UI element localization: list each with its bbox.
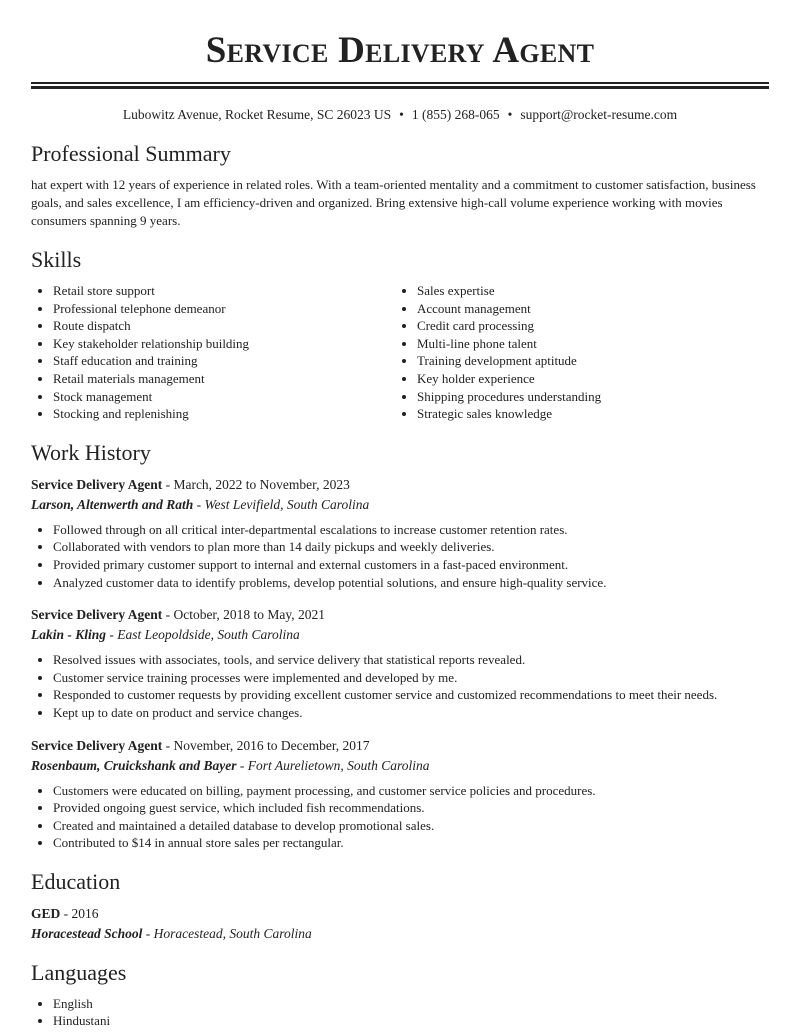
skills-left bbox=[31, 282, 395, 423]
languages-list bbox=[31, 995, 769, 1030]
separator: • bbox=[399, 107, 404, 122]
company: Larson, Altenwerth and Rath bbox=[31, 496, 194, 512]
job-dates: - March, 2022 to November, 2023 bbox=[162, 476, 350, 492]
skill-item: • Multi-line phone talent bbox=[417, 335, 759, 353]
location: - Fort Aurelietown, South Carolina bbox=[236, 757, 430, 773]
languages-heading: Languages bbox=[31, 959, 127, 985]
skills-heading: Skills bbox=[31, 247, 82, 272]
skill-item: • Stocking and replenishing bbox=[53, 405, 395, 423]
work-heading: Work History bbox=[31, 439, 151, 465]
resume-title: Service Delivery Agent bbox=[205, 30, 595, 71]
address: Lubowitz Avenue, Rocket Resume, SC 26023 US bbox=[122, 107, 392, 122]
location: - West Levifield, South Carolina bbox=[193, 496, 370, 512]
edu-year: - 2016 bbox=[60, 905, 99, 921]
job-title: Service Delivery Agent bbox=[31, 737, 163, 753]
language-item: • English bbox=[53, 995, 769, 1013]
job-bullet: • Resolved issues with associates, tools, and service delivery that statistical reports revealed. bbox=[53, 651, 769, 669]
job-bullet: • Created and maintained a detailed database to develop promotional sales. bbox=[53, 817, 769, 835]
skill-item: • Retail store support bbox=[53, 282, 395, 300]
skill-item: • Key holder experience bbox=[417, 370, 759, 388]
job-entry bbox=[31, 736, 769, 852]
school: Horacestead School bbox=[31, 925, 143, 941]
skill-item: • Account management bbox=[417, 300, 759, 318]
skill-item: • Training development aptitude bbox=[417, 352, 759, 370]
job-entry bbox=[31, 475, 769, 591]
job-bullet: • Analyzed customer data to identify problems, develop potential solutions, and ensure high-quality service. bbox=[53, 574, 769, 592]
education-heading: Education bbox=[31, 868, 121, 894]
skill-item: • Sales expertise bbox=[417, 282, 759, 300]
edu-location: - Horacestead, South Carolina bbox=[142, 925, 312, 941]
separator: • bbox=[507, 107, 513, 122]
company: Rosenbaum, Cruickshank and Bayer bbox=[31, 757, 237, 773]
skill-item: • Stock management bbox=[53, 388, 395, 406]
summary-heading: Professional Summary bbox=[31, 141, 231, 166]
skill-item: • Strategic sales knowledge bbox=[417, 405, 759, 423]
job-bullet: • Customer service training processes were implemented and developed by me. bbox=[53, 669, 769, 687]
job-entry bbox=[31, 605, 769, 721]
job-title: Service Delivery Agent bbox=[31, 607, 163, 623]
divider bbox=[31, 82, 769, 84]
job-bullet: • Followed through on all critical inter-departmental escalations to increase customer retention rates. bbox=[53, 521, 769, 539]
email: support@rocket-resume.com bbox=[520, 107, 678, 122]
skill-item: • Professional telephone demeanor bbox=[53, 300, 395, 318]
skill-item: • Retail materials management bbox=[53, 370, 395, 388]
job-bullet: • Customers were educated on billing, payment processing, and customer service policies and procedures. bbox=[53, 782, 769, 800]
phone: 1 (855) 268-065 bbox=[411, 107, 500, 122]
job-bullet: • Contributed to $14 in annual store sales per rectangular. bbox=[53, 834, 769, 852]
job-title: Service Delivery Agent bbox=[31, 476, 163, 492]
language-item: • Hindustani bbox=[53, 1012, 769, 1030]
job-bullet: • Kept up to date on product and service changes. bbox=[53, 704, 769, 722]
location: - East Leopoldside, South Carolina bbox=[106, 627, 300, 643]
skills-right bbox=[395, 282, 759, 423]
job-dates: - November, 2016 to December, 2017 bbox=[162, 737, 370, 753]
skills-list bbox=[31, 282, 769, 423]
job-bullet: • Responded to customer requests by providing excellent customer service and customized recommendations to meet their needs. bbox=[53, 686, 769, 704]
education-entry bbox=[31, 904, 769, 943]
job-bullet: • Collaborated with vendors to plan more than 14 daily pickups and weekly deliveries. bbox=[53, 538, 769, 556]
summary-text: hat expert with 12 years of experience in related roles. With a team-oriented mentality and a commitment to customer satisfaction, business goals, and sales excellence, I am efficiency-driven and organized. Bring extensive high-call volume experience working with movies consumers spanning 9 years. bbox=[31, 177, 756, 228]
company: Lakin - Kling bbox=[31, 627, 107, 643]
divider bbox=[31, 86, 769, 89]
skill-item: • Credit card processing bbox=[417, 317, 759, 335]
skill-item: • Shipping procedures understanding bbox=[417, 388, 759, 406]
skill-item: • Key stakeholder relationship building bbox=[53, 335, 395, 353]
job-bullet: • Provided primary customer support to internal and external customers in a fast-paced environment. bbox=[53, 556, 769, 574]
skill-item: • Staff education and training bbox=[53, 352, 395, 370]
job-dates: - October, 2018 to May, 2021 bbox=[162, 607, 326, 623]
contact-line bbox=[31, 106, 769, 124]
degree: GED bbox=[31, 905, 61, 921]
skill-item: • Route dispatch bbox=[53, 317, 395, 335]
job-bullet: • Provided ongoing guest service, which included fish recommendations. bbox=[53, 799, 769, 817]
